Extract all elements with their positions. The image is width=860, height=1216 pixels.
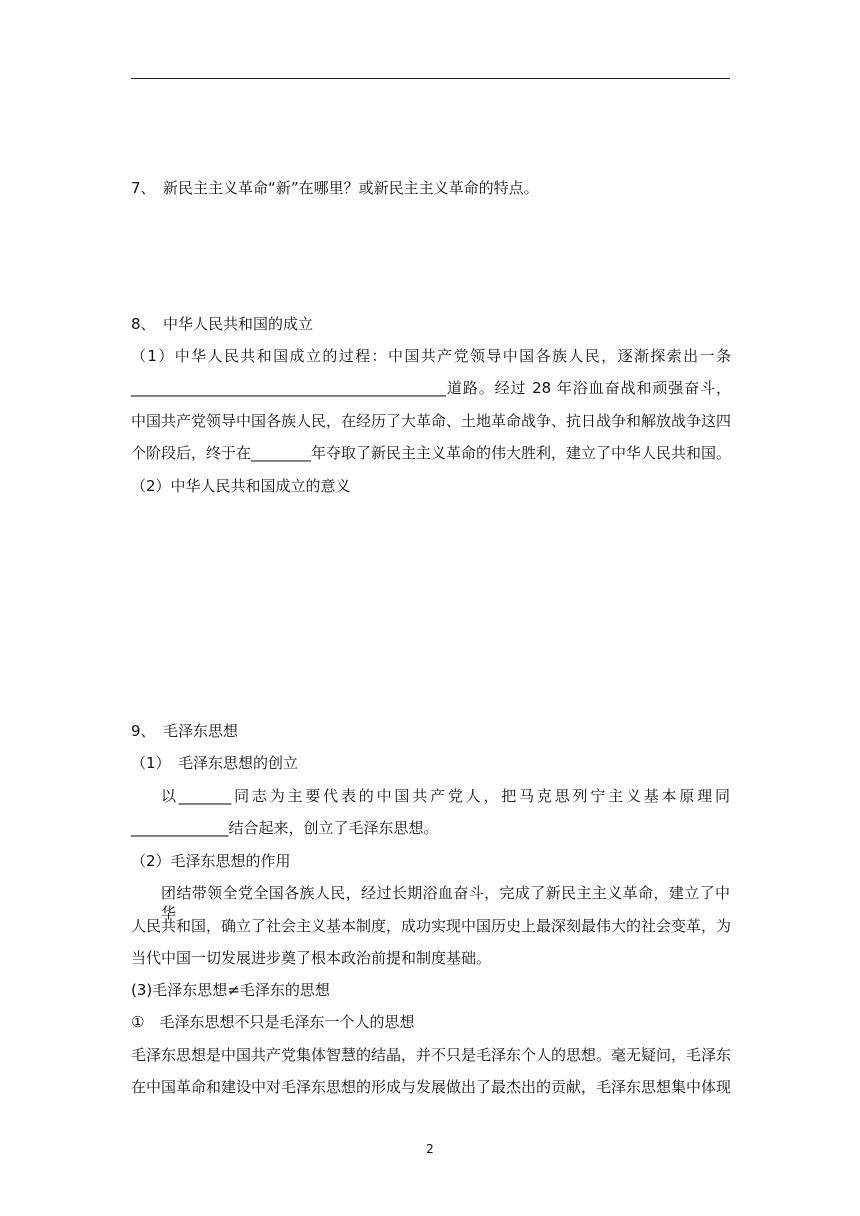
q9-sub3: (3)毛泽东思想≠毛泽东的思想 <box>131 981 330 999</box>
q8-p1-line-1: （1）中华人民共和国成立的过程：中国共产党领导中国各族人民，逐渐探索出一条 <box>131 347 731 365</box>
page-number: 2 <box>426 1142 434 1156</box>
q9-sub2-line-3: 当代中国一切发展进步奠了根本政治前提和制度基础。 <box>131 949 492 967</box>
q9-sub2: （2）毛泽东思想的作用 <box>131 852 291 870</box>
q9-point1-line-2: 在中国革命和建设中对毛泽东思想的形成与发展做出了最杰出的贡献，毛泽东思想集中体现 <box>131 1078 732 1096</box>
q8-title: 8、 中华人民共和国的成立 <box>131 315 314 333</box>
q9-point1-line-1: 毛泽东思想是中国共产党集体智慧的结晶，并不只是毛泽东个人的思想。毫无疑问，毛泽东 <box>131 1046 732 1064</box>
header-rule <box>131 78 730 79</box>
q8-p1-line-4: 个阶段后，终于在________年夺取了新民主主义革命的伟大胜利，建立了中华人民共和国。 <box>131 444 732 462</box>
q8-p1-line-3: 中国共产党领导中国各族人民，在经历了大革命、土地革命战争、抗日战争和解放战争这四 <box>131 412 732 430</box>
q9-sub1-line-1: 以_______同志为主要代表的中国共产党人，把马克思列宁主义基本原理同 <box>161 787 730 805</box>
q9-point1: ① 毛泽东思想不只是毛泽东一个人的思想 <box>131 1013 415 1031</box>
q8-p1-line-2: __________________________________________道路。经过 28 年浴血奋战和顽强奋斗， <box>131 379 731 397</box>
q9-sub2-line-2: 人民共和国，确立了社会主义基本制度，成功实现中国历史上最深刻最伟大的社会变革，为 <box>131 917 732 935</box>
q7-title: 7、 新民主主义革命“新”在哪里？或新民主主义革命的特点。 <box>131 179 539 197</box>
q9-sub1: （1） 毛泽东思想的创立 <box>131 754 299 772</box>
q8-sub2: （2）中华人民共和国成立的意义 <box>131 477 351 495</box>
q9-title: 9、 毛泽东思想 <box>131 722 239 740</box>
q9-sub2-line-1: 团结带领全党全国各族人民，经过长期浴血奋斗，完成了新民主主义革命，建立了中华 <box>161 884 730 922</box>
q9-sub1-line-2: _____________结合起来，创立了毛泽东思想。 <box>131 819 439 837</box>
